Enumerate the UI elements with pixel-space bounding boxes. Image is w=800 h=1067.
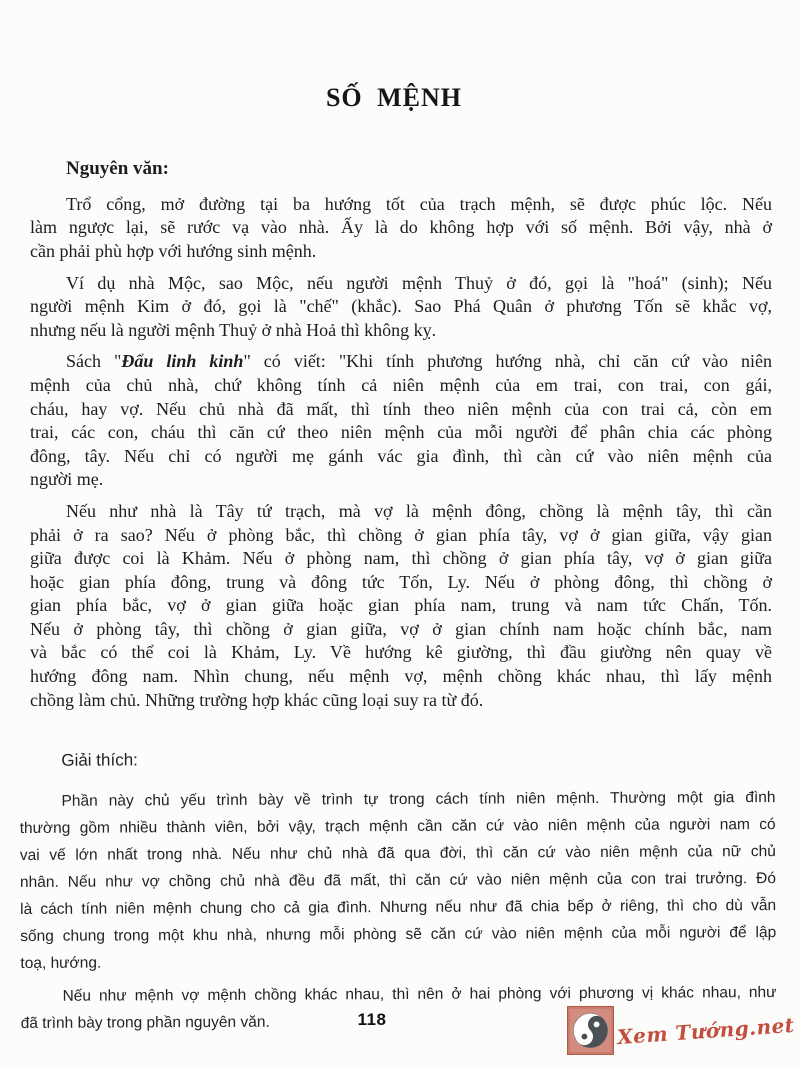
text-line: cháu, hay vợ. Nếu chủ nhà đã mất, thì tính theo niên mệnh của con trai cả, còn em bbox=[30, 398, 772, 419]
watermark bbox=[567, 1006, 795, 1055]
text-line: gian phía bắc, vợ ở gian giữa hoặc gian phía nam, trung và nam tức Chấn, Tốn. bbox=[30, 595, 772, 616]
text-line: phải ở ra sao? Nếu ở phòng bắc, thì chồng ở gian phía tây, vợ ở gian giữa, vậy gian bbox=[30, 524, 772, 545]
text-line: đông, tây. Nếu chỉ có người mẹ gánh vác gia đình, thì càn cứ vào niên mệnh của bbox=[30, 445, 772, 466]
text-line: đã trình bày trong phần nguyên văn. bbox=[20, 1013, 270, 1033]
text-line: Nếu ở phòng tây, thì chồng ở gian giữa, vợ ở gian chính nam hoặc chính bắc, nam bbox=[30, 618, 772, 639]
section-giai-thich bbox=[19, 743, 777, 1037]
text-line: người mẹ. bbox=[30, 469, 104, 490]
text-line: vai vế lớn nhất trong nhà. Nếu như chủ nhà đã qua đời, thì căn cứ vào niên mệnh của nữ chủ bbox=[19, 843, 776, 865]
text-line: người mệnh Kim ở đó, gọi là "chế" (khắc). Sao Phá Quân ở phương Tốn sẽ khắc vợ, bbox=[30, 296, 772, 317]
text-line: thường gồm nhiều thành viên, bởi vậy, trạch mệnh cần căn cứ vào niên mệnh của người nam có bbox=[19, 816, 776, 838]
text-line: nhưng nếu là người mệnh Thuỷ ở nhà Hoả thì không kỵ. bbox=[30, 319, 437, 340]
text-line: Nếu như mệnh vợ mệnh chồng khác nhau, thì nên ở hai phòng với phương vị khác nhau, như bbox=[62, 984, 777, 1006]
watermark-site-text: Xem Tướng.net bbox=[616, 1012, 796, 1049]
text-line: nhân. Nếu như vợ chồng chủ nhà đều đã mất, thì căn cứ vào niên mệnh của con trai trưởng. Đó bbox=[19, 870, 776, 892]
text-line: Ví dụ nhà Mộc, sao Mộc, nếu người mệnh Thuỷ ở đó, gọi là "hoá" (sinh); Nếu bbox=[66, 272, 772, 293]
section-nguyen-van-paragraphs bbox=[30, 193, 772, 712]
text-line: toạ, hướng. bbox=[20, 954, 102, 973]
text-line: là cách tính niên mệnh chung cho cả gia đình. Nhưng nếu như đã chia bếp ở riêng, thì cho dù vẫn bbox=[20, 897, 777, 919]
text-line: Trổ cổng, mở đường tại ba hướng tốt của trạch mệnh, sẽ được phúc lộc. Nếu bbox=[66, 193, 772, 214]
page-number: 118 bbox=[357, 1010, 387, 1029]
paragraph bbox=[30, 500, 772, 712]
yin-yang-icon bbox=[567, 1006, 614, 1055]
text-line: và bắc có thể coi là Khảm, Ly. Về hướng kê giường, thì đầu giường nên quay về bbox=[30, 642, 772, 663]
paragraph bbox=[30, 193, 772, 264]
text-line: trai, các con, cháu thì căn cứ theo niên mệnh của mỗi người để phân chia các phòng bbox=[30, 422, 772, 443]
paragraph bbox=[30, 272, 772, 343]
text-line: Nếu như nhà là Tây tứ trạch, mà vợ là mệnh đông, chồng là mệnh tây, thì cần bbox=[66, 500, 772, 521]
page-title: SỐ MỆNH bbox=[325, 83, 463, 112]
text-line: Phần này chủ yếu trình bày về trình tự trong cách tính niên mệnh. Thường một gia đình bbox=[61, 789, 776, 811]
paragraph bbox=[19, 784, 776, 977]
text-line: cần phải phù hợp với hướng sinh mệnh. bbox=[30, 240, 317, 261]
text-line: mệnh của chủ nhà, chứ không tính cả niên mệnh của em trai, con trai, con gái, bbox=[30, 374, 772, 395]
paragraph bbox=[30, 350, 772, 492]
section-heading-nguyen-van: Nguyên văn: bbox=[66, 158, 169, 180]
text-line: hoặc gian phía đông, trung và đông tức Tốn, Ly. Nếu ở phòng đông, thì chồng ở bbox=[30, 571, 772, 592]
section-giai-thich-paragraphs bbox=[19, 784, 776, 1037]
text-line: hướng đông nam. Nhìn chung, nếu mệnh vợ, mệnh chồng khác nhau, thì lấy mệnh bbox=[30, 666, 772, 687]
section-heading-giai-thich: Giải thích: bbox=[61, 750, 138, 771]
text-line: Sách "Đẩu linh kinh" có viết: "Khi tính phương hướng nhà, chỉ căn cứ vào niên bbox=[66, 351, 773, 372]
section-nguyen-van bbox=[30, 157, 772, 712]
text-line: giữa được coi là Khảm. Nếu ở phòng nam, thì chồng ở gian phía tây, vợ ở gian giữa bbox=[30, 548, 772, 569]
text-line: làm ngược lại, sẽ rước vạ vào nhà. Ấy là do không hợp với số mệnh. Bởi vậy, nhà ở bbox=[30, 217, 772, 238]
text-line: chồng làm chủ. Những trường hợp khác cũng loại suy ra từ đó. bbox=[30, 689, 484, 710]
text-line: sống chung trong một khu nhà, nhưng mỗi phòng sẽ căn cứ vào niên mệnh của mỗi người để lập bbox=[20, 924, 777, 946]
